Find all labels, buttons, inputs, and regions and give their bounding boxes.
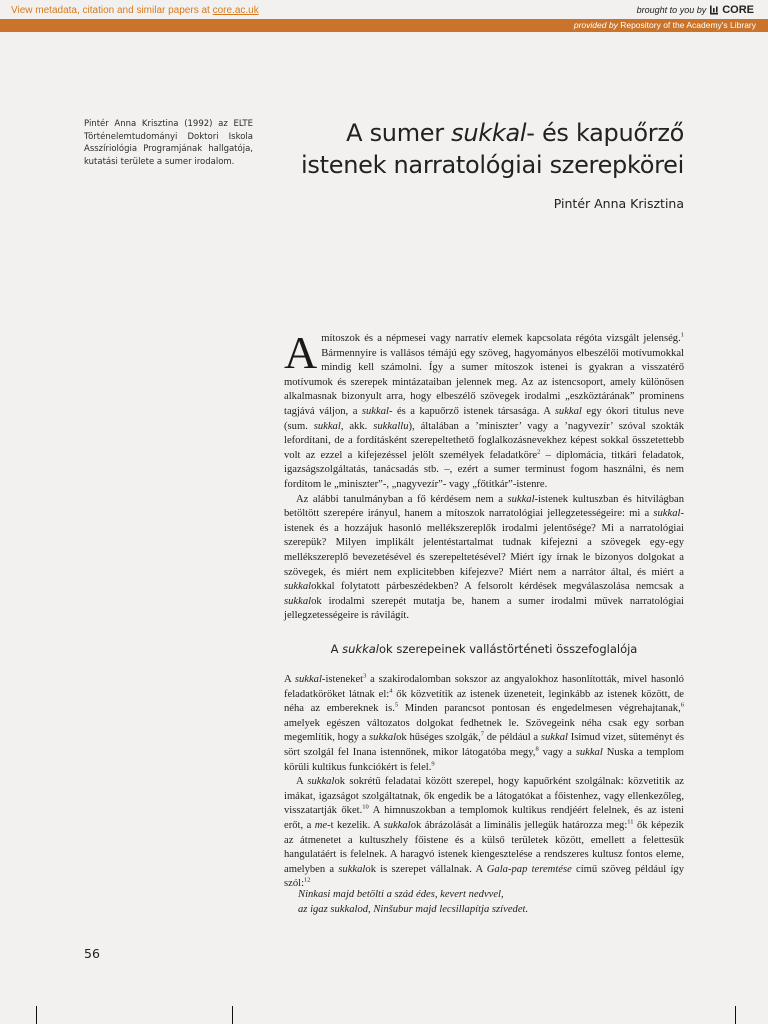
paragraph: Az alábbi tanulmányban a fő kérdésem nem a sukkal-istenek kultuszban és hitvilágban betöltött szerepére irányul, hanem a mítoszok narratológiai jellegzetességeire: mi a sukkal-istenek és a hozzájuk hasonló mellékszereplők irodalmi jelentősége? Mi a narratológiai szerepük? Milyen implikált jelentéstartalmat tudnak kifejezni a szövegek egy-egy mellékszereplő bevezetésével és szerepeltetésével? Miért így írnak le bizonyos dolgokat a szövegek, és miért nem explicitebben kifejezve? Miért nem a narrátor által, és miért a sukkalokkal folytatott párbeszédekben? A felsorolt kérdések megválaszolása nemcsak a sukkalok irodalmi szerepét mutatja be, hanem a sumer irodalmi művek narratológiai jellegzetességeire is rávilágít. [284, 493, 684, 622]
article-author: Pintér Anna Krisztina [553, 196, 684, 211]
brought-to-you-text: brought to you by [636, 5, 707, 15]
paragraph: A sukkalok sokrétű feladatai között szerepel, hogy kapuőrként szolgálnak: közvetitik az imákat, igazságot szolgáltatnak, ők engedik be a látogatókat a főistenhez, vagy ellenkezőleg, visszatartják őket.$^{10}$ A himnuszokban a templomok kultikus rendjéért felelnek, és az isteni erőt, a me-t kezelik. A sukkalok ábrázolását a liminális jellegük határozza meg:$^{11}$ ők képezik az átmenetet a kultuszhely főistene és a külső területek között, emellett a felettesük hangulatáért is felelnek. A haragvó istenek kiengesztelése a rendszeres kultusz fontos eleme, amelyben a sukkalok is szerepet vállalnak. A Gala-pap teremtése című szöveg például így szól:$^{12}$ [284, 776, 685, 890]
section-heading-pre: A [330, 642, 343, 656]
drop-cap: A [284, 327, 318, 378]
section-heading-post: ok szerepeinek vallástörténeti összefoglalója [379, 642, 638, 656]
provided-prefix: provided by [573, 20, 618, 30]
provided-source: Repository of the Academy's Library [620, 20, 756, 30]
metadata-text: View metadata, citation and similar papers at [11, 5, 213, 16]
section-heading [284, 642, 684, 656]
title-part1: A sumer [346, 119, 452, 147]
verse-line: az igaz sukkalod, Ninšubur majd lecsillapítja szívedet. [298, 904, 529, 915]
core-ac-uk-link[interactable]: core.ac.uk [212, 5, 259, 16]
crop-mark [735, 1006, 736, 1024]
article-title [262, 117, 684, 181]
title-italic: sukkal [451, 119, 527, 147]
page-number: 56 [84, 946, 100, 961]
title-line2: istenek narratológiai szerepkörei [301, 151, 684, 179]
provided-by-text[interactable] [574, 20, 756, 30]
core-metadata-link[interactable] [11, 5, 259, 16]
core-name: CORE [722, 4, 754, 16]
section-text [284, 673, 684, 892]
paragraph: Amítoszok és a népmesei vagy narratív elemek kapcsolata régóta vizsgált jelenség.$^1$ Bármennyire is vallásos témájú egy szöveg, hagyományos elbeszélői motívumokkal mindig kell számolni. Így a sumer mítoszok istenei is gyakran a visszatérő motívumok és szerepek mintázataiban jelennek meg. Az az istencsoport, amely különösen alkalmasnak bizonyult arra, hogy elbeszélő szövegek irodalmi „eszköztárának” prominens tagjává váljon, a sukkal- és a kapuőrző istenek társasága. A sukkal egy ókori titulus neve (sum. sukkal, akk. sukkallu), általában a ’miniszter’ vagy a ’nagyvezír’ szóval szokták lefordítani, de a fordításként szerepeltethető foglalkozásnevekhez képest sokkal összetettebb volt az ezzel a kifejezéssel jelölt személyek feladatköre$^2$ – diplomácia, titkári feladatok, igazságszolgáltatás, tanácsadás stb. –, ezért a sumer terminust fogom használni, és nem fordítom le „miniszter”-, „nagyvezír”- vagy „főtitkár”-istenre. [284, 327, 685, 490]
verse-line: Ninkasi majd betölti a szád édes, kevert nedvvel, [298, 889, 504, 900]
author-bio: Pintér Anna Krisztina (1992) az ELTE Történelemtudományi Doktori Iskola Asszíriológia Programjának hallgatója, kutatási területe a sumer irodalom. [84, 119, 253, 167]
paragraph: A sukkal-isteneket$^3$ a szakirodalomban sokszor az angyalokhoz hasonlították, mivel hasonló feladatköröket látnak el:$^4$ ők közvetítik az istenek üzeneteit, leginkább az istenek között, de néha az embereknek is.$^5$ Minden parancsot pontosan és engedelmesen végrehajtanak,$^6$ amelyek egészen változatos dolgokat fedhetnek le. Szövegeink néha csak egy sorban megemlítik, hogy a sukkalok hűséges szolgák,$^7$ de például a sukkal Isimud vizet, süteményt és sört szolgál fel Inana istennőnek, mikor látogatóba megy,$^8$ vagy a sukkal Nuska a templom körüli kultikus funkciókért is felel.$^9$ [284, 672, 685, 773]
title-part2: - és kapuőrző [526, 119, 684, 147]
core-branding[interactable] [637, 4, 754, 16]
intro-text [284, 327, 685, 624]
core-logo-icon [709, 5, 719, 15]
section-heading-italic: sukkal [342, 642, 379, 656]
crop-mark [36, 1006, 37, 1024]
quoted-verse [298, 887, 668, 917]
crop-mark [232, 1006, 233, 1024]
